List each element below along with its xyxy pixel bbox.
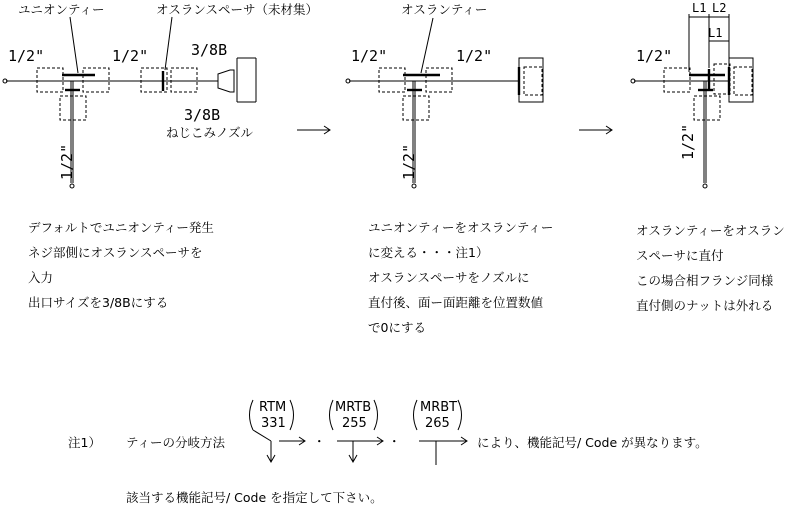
fitting-box-tee-right xyxy=(426,68,452,92)
label-branch-size: 1/2" xyxy=(400,143,418,180)
leader-union-tee xyxy=(70,17,78,73)
code-name-mrbt: MRBT xyxy=(420,400,458,415)
fitting-box-branch xyxy=(694,96,720,120)
diagram-3-direct-attach xyxy=(631,1,753,188)
code-name-mrtb: MRTB xyxy=(335,400,372,415)
code-number-rtm: 331 xyxy=(261,416,286,431)
fitting-box-tee-right xyxy=(714,64,730,94)
label-branch-size: 1/2" xyxy=(58,143,76,180)
separator-dot: ・ xyxy=(388,434,401,449)
label-left-size: 1/2" xyxy=(8,47,45,65)
transition-arrow-2 xyxy=(579,126,612,134)
label-nozzle-size: 3/8B xyxy=(184,106,221,124)
footnote-marker: 注1） xyxy=(68,435,101,450)
fitting-box-branch xyxy=(403,96,429,120)
note-line: で0にする xyxy=(368,320,426,335)
diagram-2-male-tee xyxy=(346,2,543,188)
label-branch-size: 1/2" xyxy=(679,123,697,160)
label-mid-size: 1/2" xyxy=(112,47,149,65)
footnote-instruction: 該当する機能記号/ Code を指定して下さい。 xyxy=(126,490,383,505)
code-number-mrtb: 255 xyxy=(342,416,367,431)
separator-dot: ・ xyxy=(313,434,326,449)
label-right-size: 1/2" xyxy=(456,47,493,65)
dim-l1-top: L1 xyxy=(692,1,707,15)
fitting-box-spacer-right xyxy=(171,68,197,92)
label-male-tee: オスランティー xyxy=(401,2,488,17)
branch-end-mark xyxy=(412,184,416,188)
diagram-1-default-union-tee xyxy=(3,2,318,188)
note-line: オスランスペーサをノズルに xyxy=(368,270,530,285)
note-line: デフォルトでユニオンティー発生 xyxy=(28,220,214,235)
fitting-box-nozzle xyxy=(734,67,752,95)
fitting-box-nozzle xyxy=(524,67,542,95)
note-line: 直付後、面ー面距離を位置数値 xyxy=(368,295,544,310)
fitting-box-left xyxy=(37,68,63,92)
label-union-tee: ユニオンティー xyxy=(18,2,105,17)
code-number-mrbt: 265 xyxy=(425,416,450,431)
code-name-rtm: RTM xyxy=(259,400,287,415)
note-line: スペーサに直付 xyxy=(636,248,724,263)
label-nozzle: ねじこみノズル xyxy=(166,125,254,140)
note-line: オスランティーをオスラン xyxy=(636,223,785,238)
label-outlet-size: 3/8B xyxy=(191,41,228,59)
leader-male-tee xyxy=(421,18,433,73)
note-line: 直付側のナットは外れる xyxy=(636,298,774,313)
fitting-box-left xyxy=(664,68,690,92)
dim-l1-lower: L1 xyxy=(708,26,723,40)
note-line: 出口サイズを3/8Bにする xyxy=(28,295,169,310)
note-line: に変える・・・注1） xyxy=(368,245,489,260)
branch-end-mark xyxy=(703,184,707,188)
note-line: この場合相フランジ同様 xyxy=(636,273,774,288)
note-line: ネジ部側にオスランスペーサを xyxy=(28,245,203,260)
leader-spacer xyxy=(165,17,172,70)
fitting-box-tee-right xyxy=(83,68,109,92)
label-left-size: 1/2" xyxy=(351,47,388,65)
branch-end-mark xyxy=(70,184,74,188)
nozzle-body xyxy=(218,70,234,92)
transition-arrow-1 xyxy=(297,126,330,134)
dim-l2: L2 xyxy=(712,1,727,15)
label-left-size: 1/2" xyxy=(636,47,673,65)
footnote-tail: により、機能記号/ Code が異なります。 xyxy=(477,435,708,450)
note-line: 入力 xyxy=(28,270,54,285)
label-spacer: オスランスペーサ（未材集） xyxy=(156,2,319,17)
footnote-lead: ティーの分岐方法 xyxy=(126,435,226,450)
note-line: ユニオンティーをオスランティー xyxy=(368,220,554,235)
fitting-box-left xyxy=(379,68,405,92)
